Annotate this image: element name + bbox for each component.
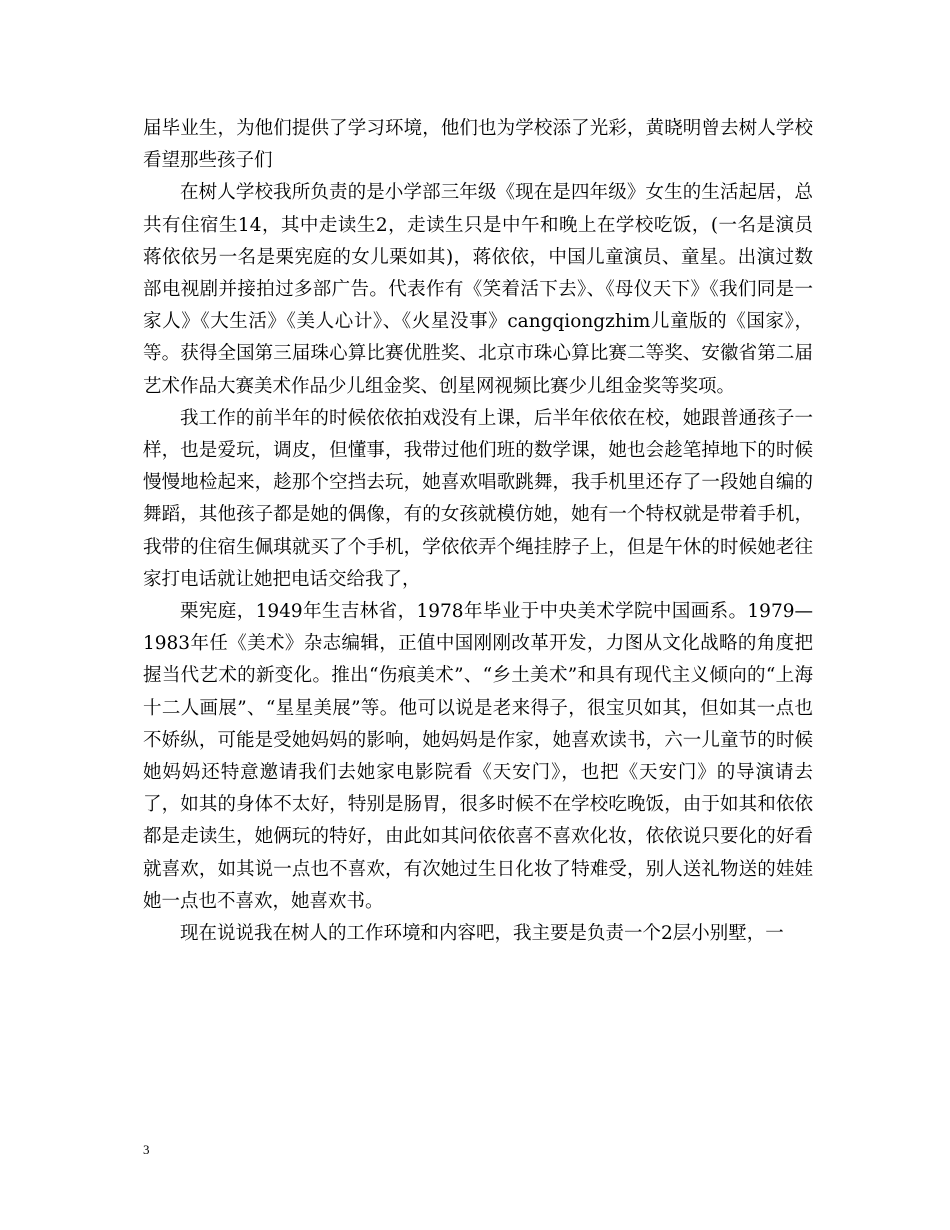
paragraph-li-xianting: 栗宪庭，1949年生吉林省，1978年毕业于中央美术学院中国画系。1979—1983年任《美术》杂志编辑，正值中国刚刚改革开发，力图从文化战略的角度把握当代艺术的新变化。推出“伤痕美术”、“乡土美术”和具有现代主义倾向的“上海十二人画展”、“星星美展”等。他可以说是老来得子，很宝贝如其，但如其一点也不娇纵，可能是受她妈妈的影响，她妈妈是作家，她喜欢读书，六一儿童节的时候她妈妈还特意邀请我们去她家电影院看《天安门》，也把《天安门》的导演请去了，如其的身体不太好，特别是肠胃，很多时候不在学校吃晚饭，由于如其和依依都是走读生，她俩玩的特好，由此如其问依依喜不喜欢化妆，依依说只要化的好看就喜欢，如其说一点也不喜欢，有次她过生日化妆了特难受，别人送礼物送的娃娃她一点也不喜欢，她喜欢书。 xyxy=(143,601,813,912)
paragraph-work-environment: 现在说说我在树人的工作环境和内容吧，我主要是负责一个2层小别墅，一 xyxy=(180,923,784,945)
paragraph-continuation: 届毕业生，为他们提供了学习环境，他们也为学校添了光彩，黄晓明曾去树人学校看望那些孩子们 xyxy=(143,118,813,172)
page-number: 3 xyxy=(143,1142,150,1157)
paragraph-yiyi: 我工作的前半年的时候依依拍戏没有上课，后半年依依在校，她跟普通孩子一样，也是爱玩，调皮，但懂事，我带过他们班的数学课，她也会趁笔掉地下的时候慢慢地检起来，趁那个空挡去玩，她喜欢唱歌跳舞，我手机里还存了一段她自编的舞蹈，其他孩子都是她的偶像，有的女孩就模仿她，她有一个特权就是带着手机，我带的住宿生佩琪就买了个手机，学依依弄个绳挂脖子上，但是午休的时候她老往家打电话就让她把电话交给我了， xyxy=(143,407,813,590)
paragraph-shuren-school: 在树人学校我所负责的是小学部三年级《现在是四年级》女生的生活起居，总共有住宿生14，其中走读生2，走读生只是中午和晚上在学校吃饭，(一名是演员蒋依依另一名是栗宪庭的女儿栗如其)，蒋依依，中国儿童演员、童星。出演过数部电视剧并接拍过多部广告。代表作有《笑着活下去》、《母仪天下》《我们同是一家人》《大生活》《美人心计》、《火星没事》cangqiongzhim儿童版的《国家》，等。获得全国第三届珠心算比赛优胜奖、北京市珠心算比赛二等奖、安徽省第二届艺术作品大赛美术作品少儿组金奖、创星网视频比赛少儿组金奖等奖项。 xyxy=(143,182,813,397)
document-body xyxy=(143,113,813,950)
